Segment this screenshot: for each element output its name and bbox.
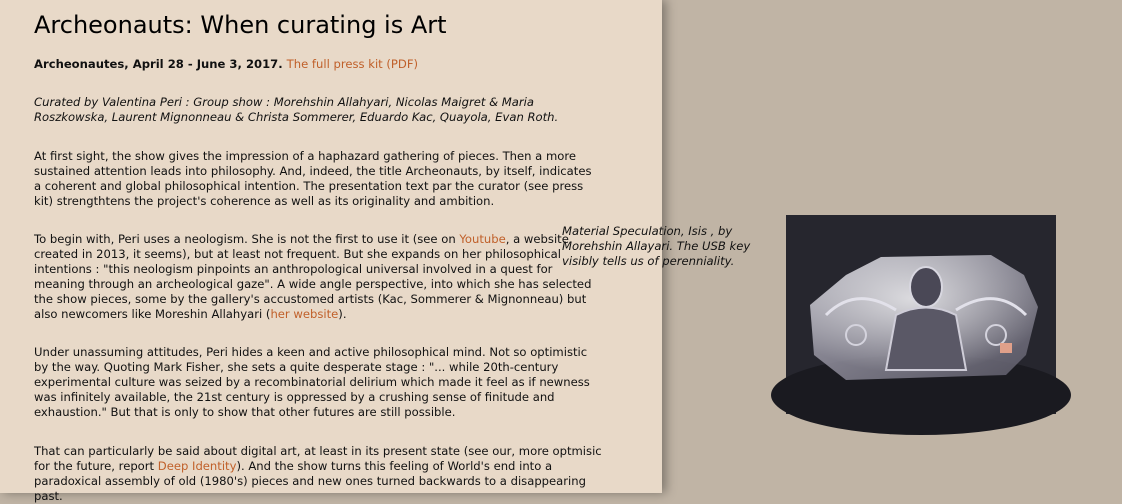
paragraph-digital-art	[34, 444, 602, 504]
credits-paragraph: Curated by Valentina Peri : Group show : Morehshin Allahyari, Nicolas Maigret & Maria Roszkowska, Laurent Mignonneau & Christa Sommerer, Eduardo Kac, Quayola, Evan Roth.	[34, 95, 559, 124]
paragraph-text: That can particularly be said about digital art, at least in its present state (see our, more optmisic for the future, report	[34, 444, 602, 473]
paragraph-text: To begin with, Peri uses a neologism. She is not the first to use it (see on	[34, 232, 460, 246]
article-title: Archeonauts: When curating is Art	[34, 11, 447, 39]
deep-identity-link[interactable]: Deep Identity	[157, 459, 237, 473]
figure-caption: Material Speculation, Isis , by Morehshin Allayari. The USB key visibly tells us of perenniality.	[562, 224, 751, 268]
youtube-link[interactable]: Youtube	[459, 232, 506, 246]
paragraph-text: ). And the show turns this feeling of World's end into a paradoxical assembly of old (1980's) pieces and new ones turned backwards to a disappearing past.	[34, 459, 586, 503]
intro-dates: Archeonautes, April 28 - June 3, 2017.	[34, 57, 283, 71]
artwork-sculpture-image	[786, 215, 1056, 414]
press-kit-link[interactable]: The full press kit (PDF)	[286, 57, 419, 71]
paragraph-philosophy: Under unassuming attitudes, Peri hides a keen and active philosophical mind. Not so optimistic by the way. Quoting Mark Fisher, she sets a quite desperate stage : "... while 20th-century experimental culture was seized by a recombinatorial delirium which made it feel as if newness was infinitely available, the 21st century is oppressed by a crushing sense of finitude and exhaustion." But that is only to show that other futures are still possible.	[34, 345, 590, 419]
paragraph-text: ).	[338, 307, 347, 321]
paragraph-neologism	[34, 232, 602, 322]
paragraph-text: , a website created in 2013, it seems), but at least not frequent. But she expands on her philosophical intentions : "this neologism pinpoints an anthropological universal involved in a quest for meaning through an archeological gaze". A wide angle perspective, into which she has selected the show pieces, some by the gallery's accustomed artists (Kac, Sommerer & Mignonneau) but also newcomers like Moreshin Allahyari (	[34, 232, 592, 321]
intro-paragraph	[34, 57, 602, 72]
her-website-link[interactable]: her website	[270, 307, 339, 321]
artwork-photo	[786, 215, 1056, 414]
paragraph-first-sight: At first sight, the show gives the impression of a haphazard gathering of pieces. Then a more sustained attention leads into philosophy. And, indeed, the title Archeonauts, by itself, indicates a coherent and global philosophical intention. The presentation text par the curator (see press kit) strengthtens the project's coherence as well as its originality and ambition.	[34, 149, 592, 208]
